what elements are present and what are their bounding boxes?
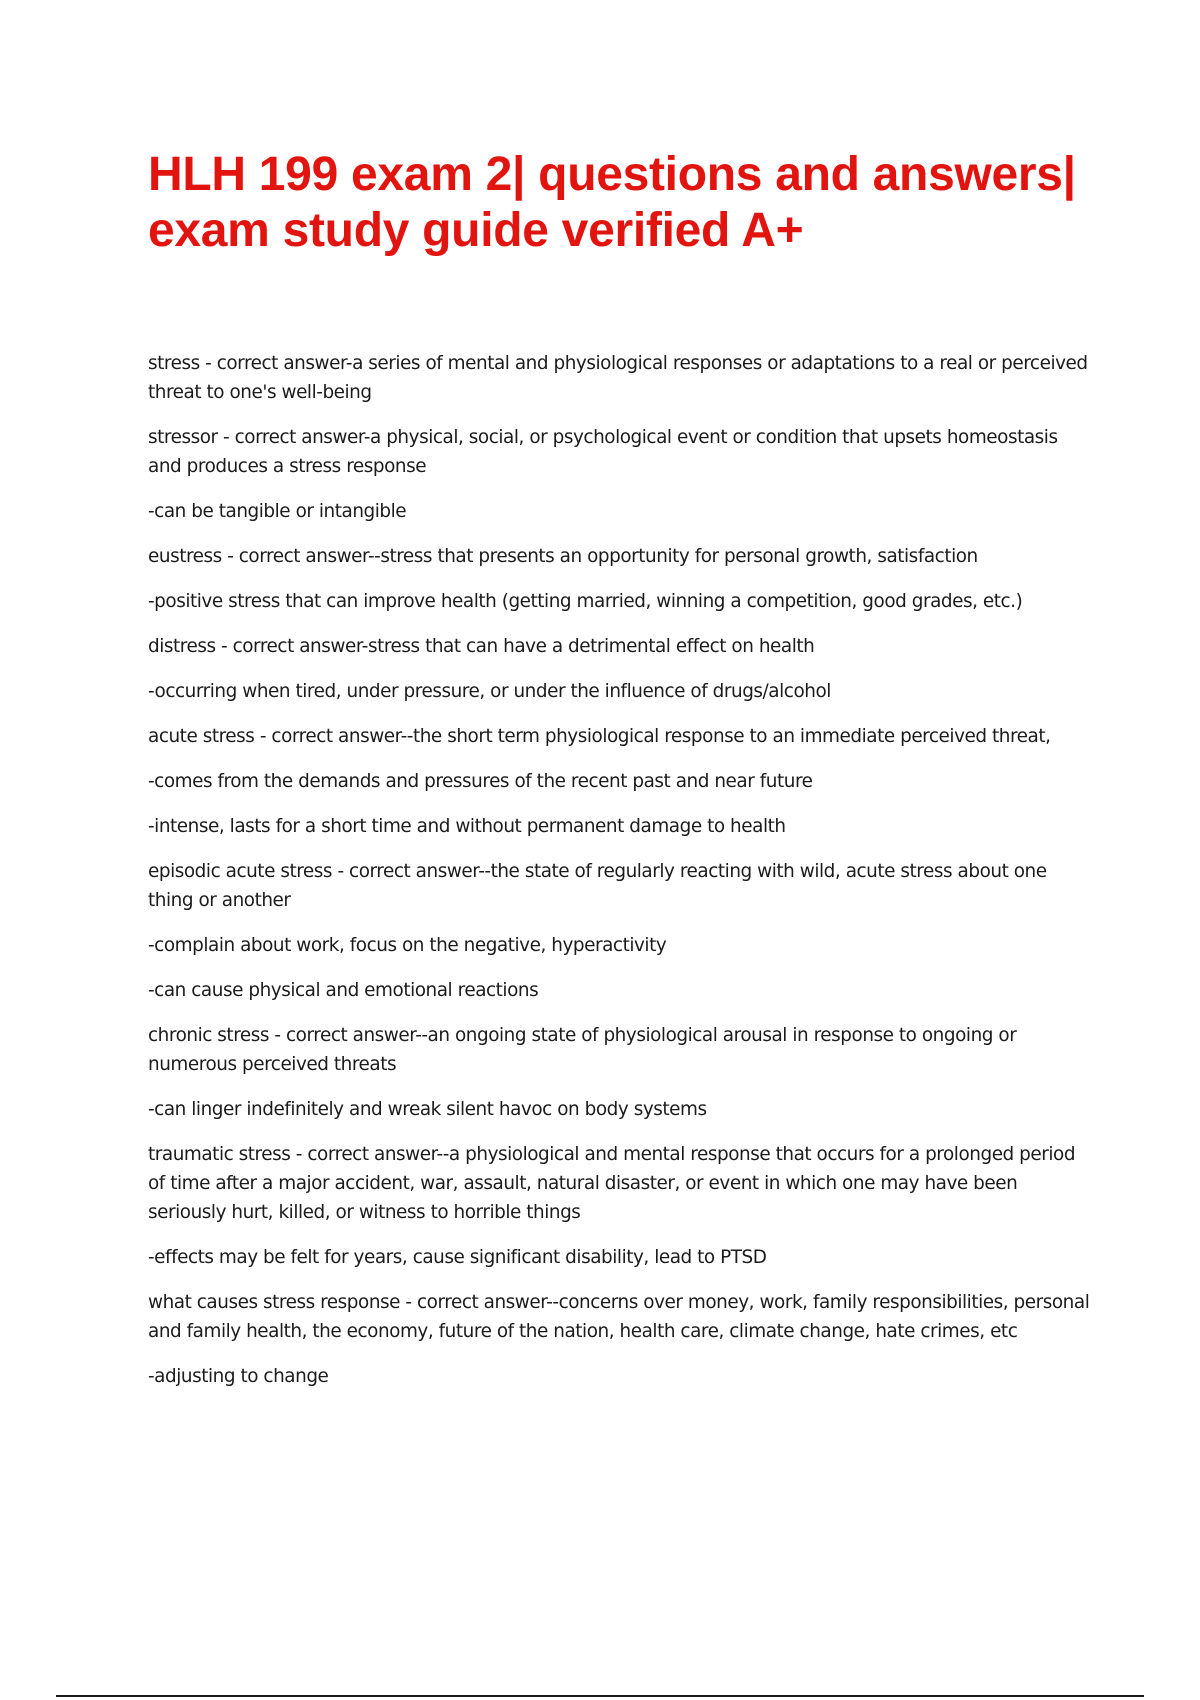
qa-entry: -can be tangible or intangible [148, 501, 407, 522]
qa-entry: -complain about work, focus on the negative, hyperactivity [148, 935, 667, 956]
document-title: HLH 199 exam 2| questions and answers| exam study guide verified A+ [148, 148, 1076, 257]
qa-entry: eustress - correct answer--stress that presents an opportunity for personal growth, satisfaction [148, 546, 978, 567]
qa-entry: traumatic stress - correct answer--a physiological and mental response that occurs for a prolonged period of time after a major accident, war, assault, natural disaster, or event in which one may have been seriously hurt, killed, or witness to horrible things [148, 1144, 1076, 1223]
qa-entry: distress - correct answer-stress that can have a detrimental effect on health [148, 636, 815, 657]
qa-entry: -effects may be felt for years, cause significant disability, lead to PTSD [148, 1247, 767, 1268]
qa-entry: stressor - correct answer-a physical, social, or psychological event or condition that upsets homeostasis and produces a stress response [148, 427, 1058, 477]
qa-entry: -can cause physical and emotional reactions [148, 980, 539, 1001]
qa-entry: acute stress - correct answer--the short term physiological response to an immediate perceived threat, [148, 726, 1051, 747]
qa-entry: episodic acute stress - correct answer--the state of regularly reacting with wild, acute stress about one thing or another [148, 861, 1047, 911]
qa-entry: -can linger indefinitely and wreak silent havoc on body systems [148, 1099, 707, 1120]
qa-entry: -intense, lasts for a short time and without permanent damage to health [148, 816, 786, 837]
qa-entry: -comes from the demands and pressures of the recent past and near future [148, 771, 813, 792]
qa-entry: -positive stress that can improve health (getting married, winning a competition, good grades, etc.) [148, 591, 1023, 612]
page-bottom-divider [56, 1695, 1144, 1697]
qa-list [148, 349, 1093, 1407]
qa-entry: stress - correct answer-a series of mental and physiological responses or adaptations to a real or perceived threat to one's well-being [148, 353, 1088, 403]
qa-entry: chronic stress - correct answer--an ongoing state of physiological arousal in response to ongoing or numerous perceived threats [148, 1025, 1017, 1075]
qa-entry: what causes stress response - correct answer--concerns over money, work, family responsibilities, personal and family health, the economy, future of the nation, health care, climate change, hate crimes, etc [148, 1292, 1090, 1342]
qa-entry: -occurring when tired, under pressure, or under the influence of drugs/alcohol [148, 681, 831, 702]
qa-entry: -adjusting to change [148, 1366, 329, 1387]
